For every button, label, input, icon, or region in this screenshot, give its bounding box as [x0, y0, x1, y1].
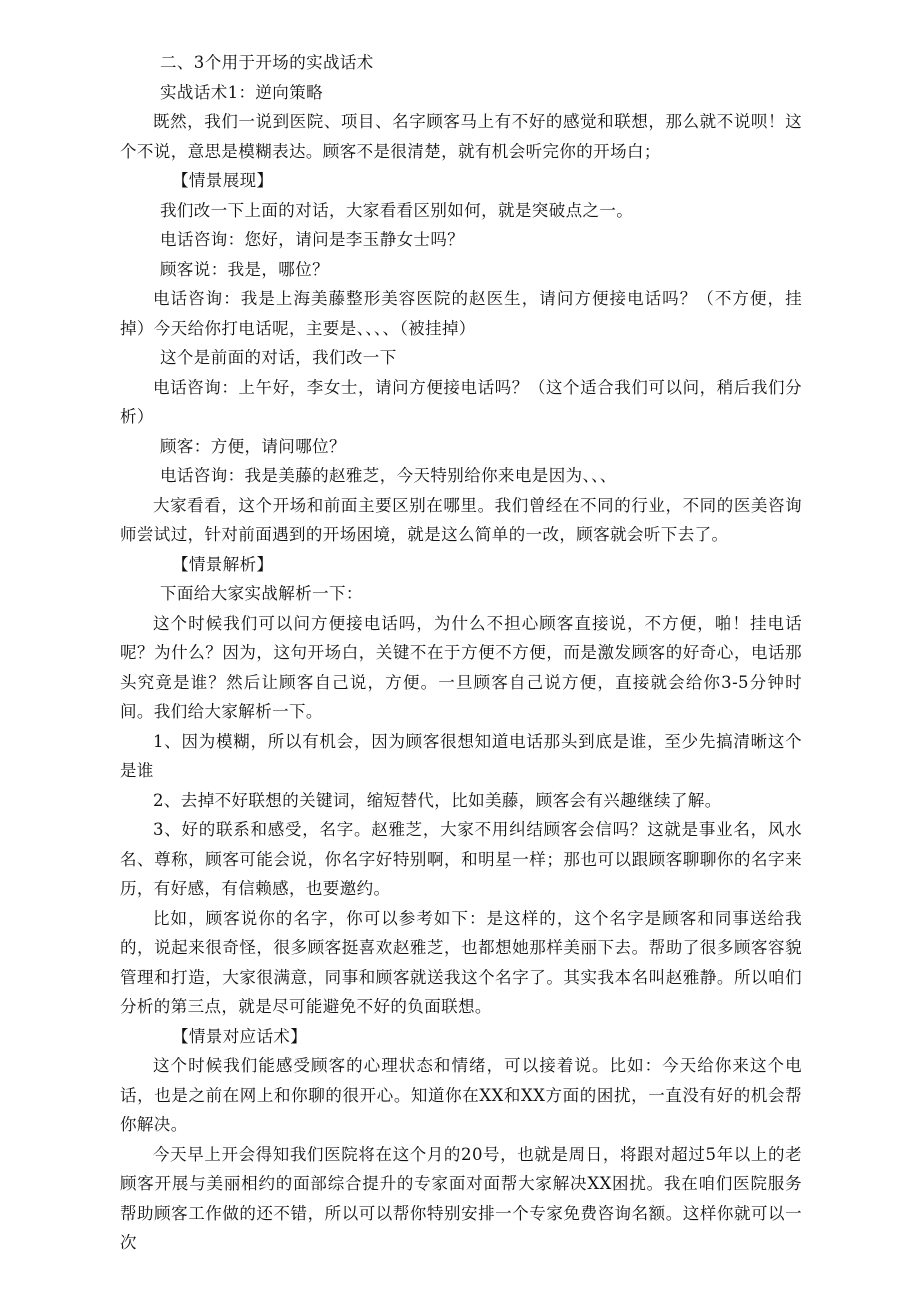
dialog-line: 电话咨询：您好，请问是李玉静女士吗？: [160, 230, 465, 249]
dialog-line: 电话咨询：我是美藤的赵雅芝，今天特别给你来电是因为、、、: [160, 466, 617, 485]
analysis-point: 3、好的联系和感受，名字。赵雅芝，大家不用纠结顾客会信吗？这就是事业名，风水名、尊称，顾客可能会说，你名字好特别啊，和明星一样；那也可以跟顾客聊聊你的名字来历，有好感，有信赖感，也要邀约。: [120, 820, 802, 898]
dialog-line: 电话咨询：我是上海美藤整形美容医院的赵医生，请问方便接电话吗？（不方便，挂掉）今天给你打电话呢，主要是、、、、（被挂掉）: [120, 289, 802, 338]
intro-paragraph: 既然，我们一说到医院、项目、名字顾客马上有不好的感觉和联想，那么就不说呗！这个不说，意思是模糊表达。顾客不是很清楚，就有机会听完你的开场白；: [120, 112, 802, 161]
dialog-line: 这个是前面的对话，我们改一下: [160, 348, 397, 367]
heading-response: 【情景对应话术】: [172, 1026, 308, 1046]
dialog-line: 顾客说：我是，哪位？: [160, 259, 329, 279]
script-title: 实战话术1：逆向策略: [160, 82, 323, 102]
analysis-point: 1、因为模糊，所以有机会，因为顾客很想知道电话那头到底是谁，至少先搞清晰这个是谁: [120, 731, 802, 780]
example-paragraph: 比如，顾客说你的名字，你可以参考如下：是这样的，这个名字是顾客和同事送给我的，说起来很奇怪，很多顾客挺喜欢赵雅芝，也都想她那样美丽下去。帮助了很多顾客容貌管理和打造，大家很满意，同事和顾客就送我这个名字了。其实我本名叫赵雅静。所以咱们分析的第三点，就是尽可能避免不好的负面联想。: [120, 908, 802, 1016]
response-paragraph: 今天早上开会得知我们医院将在这个月的20号，也就是周日，将跟对超过5年以上的老顾客开展与美丽相约的面部综合提升的专家面对面帮大家解决XX困扰。我在咱们医院服务帮助顾客工作做的还不错，所以可以帮你特别安排一个专家免费咨询名额。这样你就可以一次: [120, 1144, 802, 1252]
analysis-intro: 下面给大家实战解析一下：: [160, 584, 363, 603]
analysis-point: 2、去掉不好联想的关键词，缩短替代，比如美藤，顾客会有兴趣继续了解。: [153, 790, 722, 810]
dialog-line: 电话咨询：上午好，李女士，请问方便接电话吗？（这个适合我们可以问，稍后我们分析）: [120, 377, 802, 426]
scene-summary: 大家看看，这个开场和前面主要区别在哪里。我们曾经在不同的行业，不同的医美咨询师尝试过，针对前面遇到的开场困境，就是这么简单的一改，顾客就会听下去了。: [120, 495, 802, 544]
heading-analysis: 【情景解析】: [172, 554, 274, 574]
document-body: [120, 48, 802, 1258]
section-title: 二、3个用于开场的实战话术: [160, 53, 374, 72]
dialog-line: 顾客：方便，请问哪位？: [160, 436, 346, 456]
analysis-paragraph: 这个时候我们可以问方便接电话吗，为什么不担心顾客直接说，不方便，啪！挂电话呢？为什么？因为，这句开场白，关键不在于方便不方便，而是激发顾客的好奇心，电话那头究竟是谁？然后让顾客自己说，方便。一旦顾客自己说方便，直接就会给你3-5分钟时间。我们给大家解析一下。: [120, 613, 802, 721]
response-paragraph: 这个时候我们能感受顾客的心理状态和情绪，可以接着说。比如：今天给你来这个电话，也是之前在网上和你聊的很开心。知道你在XX和XX方面的困扰，一直没有好的机会帮你解决。: [120, 1056, 802, 1134]
scene-intro: 我们改一下上面的对话，大家看看区别如何，就是突破点之一。: [160, 200, 634, 220]
heading-scene: 【情景展现】: [172, 171, 274, 190]
